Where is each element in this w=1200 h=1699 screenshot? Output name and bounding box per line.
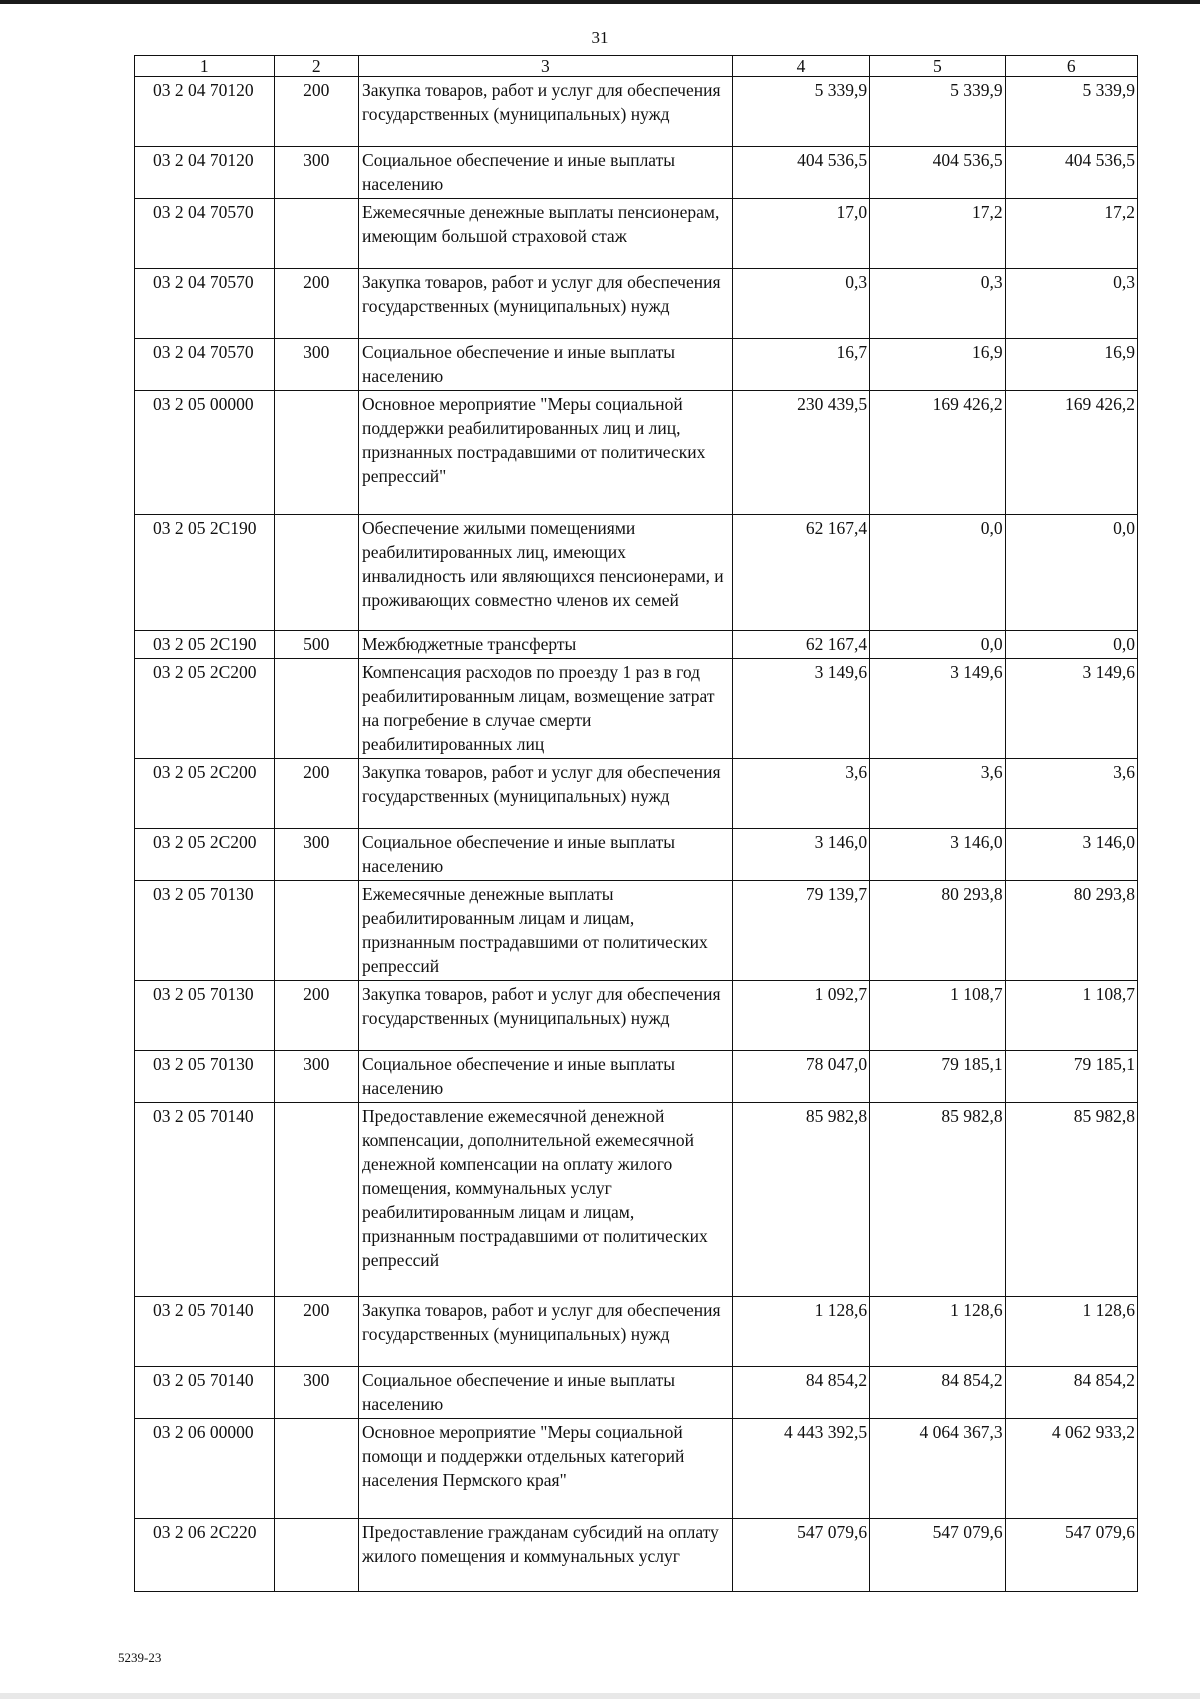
- row-name: Предоставление гражданам субсидий на оплату жилого помещения и коммунальных услуг: [359, 1519, 733, 1592]
- row-code: 03 2 05 2С190: [135, 515, 275, 631]
- row-value-4: 78 047,0: [732, 1051, 869, 1103]
- row-value-6: 547 079,6: [1005, 1519, 1137, 1592]
- row-code: 03 2 05 2С200: [135, 759, 275, 829]
- budget-table: [134, 55, 1138, 1592]
- row-value-5: 16,9: [870, 339, 1005, 391]
- row-name: Предоставление ежемесячной денежной компенсации, дополнительной ежемесячной денежной компенсации на оплату жилого помещения, коммунальных услуг реабилитированным лицам и лицам, признанным пострадавшими от политических репрессий: [359, 1103, 733, 1297]
- row-expense-type: [274, 659, 359, 759]
- document-code: 5239-23: [118, 1650, 162, 1665]
- table-row: [135, 829, 1138, 881]
- row-expense-type: 300: [274, 1367, 359, 1419]
- row-value-4: 17,0: [732, 199, 869, 269]
- row-value-6: 3 146,0: [1005, 829, 1137, 881]
- row-expense-type: 200: [274, 269, 359, 339]
- row-value-4: 0,3: [732, 269, 869, 339]
- row-expense-type: 200: [274, 77, 359, 147]
- table-row: [135, 1297, 1138, 1367]
- row-value-6: 404 536,5: [1005, 147, 1137, 199]
- table-row: [135, 269, 1138, 339]
- row-value-6: 16,9: [1005, 339, 1137, 391]
- row-value-6: 0,0: [1005, 515, 1137, 631]
- row-expense-type: [274, 515, 359, 631]
- row-code: 03 2 05 2С200: [135, 659, 275, 759]
- row-value-6: 3,6: [1005, 759, 1137, 829]
- row-value-4: 547 079,6: [732, 1519, 869, 1592]
- row-code: 03 2 05 70140: [135, 1297, 275, 1367]
- header-col-3: 3: [359, 56, 733, 77]
- row-value-5: 3 146,0: [870, 829, 1005, 881]
- row-code: 03 2 04 70570: [135, 199, 275, 269]
- row-value-4: 4 443 392,5: [732, 1419, 869, 1519]
- row-value-4: 3 146,0: [732, 829, 869, 881]
- table-row: [135, 391, 1138, 515]
- page-number: [0, 28, 1200, 48]
- row-value-4: 3,6: [732, 759, 869, 829]
- row-name: Межбюджетные трансферты: [359, 631, 733, 659]
- table-row: [135, 659, 1138, 759]
- row-value-5: 0,0: [870, 631, 1005, 659]
- row-name: Закупка товаров, работ и услуг для обеспечения государственных (муниципальных) нужд: [359, 1297, 733, 1367]
- row-expense-type: [274, 881, 359, 981]
- table-row: [135, 1367, 1138, 1419]
- table-row: [135, 1419, 1138, 1519]
- row-value-6: 0,0: [1005, 631, 1137, 659]
- table-row: [135, 77, 1138, 147]
- row-code: 03 2 05 2С190: [135, 631, 275, 659]
- row-name: Закупка товаров, работ и услуг для обеспечения государственных (муниципальных) нужд: [359, 77, 733, 147]
- row-value-4: 84 854,2: [732, 1367, 869, 1419]
- row-value-4: 1 128,6: [732, 1297, 869, 1367]
- row-expense-type: 300: [274, 147, 359, 199]
- row-expense-type: 300: [274, 339, 359, 391]
- row-expense-type: 500: [274, 631, 359, 659]
- header-col-2: 2: [274, 56, 359, 77]
- header-col-4: 4: [732, 56, 869, 77]
- row-value-6: 4 062 933,2: [1005, 1419, 1137, 1519]
- row-name: Социальное обеспечение и иные выплаты населению: [359, 147, 733, 199]
- row-code: 03 2 05 70130: [135, 1051, 275, 1103]
- table-row: [135, 631, 1138, 659]
- row-value-6: 17,2: [1005, 199, 1137, 269]
- row-value-5: 1 108,7: [870, 981, 1005, 1051]
- row-value-5: 547 079,6: [870, 1519, 1005, 1592]
- row-expense-type: 200: [274, 981, 359, 1051]
- row-name: Закупка товаров, работ и услуг для обеспечения государственных (муниципальных) нужд: [359, 981, 733, 1051]
- row-name: Основное мероприятие "Меры социальной поддержки реабилитированных лиц и лиц, признанных пострадавшими от политических репрессий": [359, 391, 733, 515]
- row-value-5: 3 149,6: [870, 659, 1005, 759]
- row-value-6: 1 128,6: [1005, 1297, 1137, 1367]
- row-name: Компенсация расходов по проезду 1 раз в год реабилитированным лицам, возмещение затрат на погребение в случае смерти реабилитированных лиц: [359, 659, 733, 759]
- row-value-4: 85 982,8: [732, 1103, 869, 1297]
- row-value-6: 3 149,6: [1005, 659, 1137, 759]
- row-code: 03 2 05 00000: [135, 391, 275, 515]
- row-code: 03 2 05 70140: [135, 1367, 275, 1419]
- row-expense-type: 300: [274, 1051, 359, 1103]
- row-code: 03 2 04 70570: [135, 339, 275, 391]
- row-value-4: 3 149,6: [732, 659, 869, 759]
- row-code: 03 2 04 70120: [135, 77, 275, 147]
- row-value-6: 169 426,2: [1005, 391, 1137, 515]
- page-number-text: 31: [591, 28, 609, 47]
- table-row: [135, 147, 1138, 199]
- row-code: 03 2 04 70120: [135, 147, 275, 199]
- row-code: 03 2 04 70570: [135, 269, 275, 339]
- row-value-5: 4 064 367,3: [870, 1419, 1005, 1519]
- row-value-5: 5 339,9: [870, 77, 1005, 147]
- row-value-4: 79 139,7: [732, 881, 869, 981]
- header-col-6: 6: [1005, 56, 1137, 77]
- table-row: [135, 881, 1138, 981]
- row-name: Ежемесячные денежные выплаты реабилитированным лицам и лицам, признанным пострадавшими от политических репрессий: [359, 881, 733, 981]
- row-value-6: 0,3: [1005, 269, 1137, 339]
- table-row: [135, 981, 1138, 1051]
- table-row: [135, 515, 1138, 631]
- row-value-5: 169 426,2: [870, 391, 1005, 515]
- row-value-4: 62 167,4: [732, 631, 869, 659]
- row-value-6: 80 293,8: [1005, 881, 1137, 981]
- row-value-4: 16,7: [732, 339, 869, 391]
- row-expense-type: [274, 1519, 359, 1592]
- row-value-5: 0,3: [870, 269, 1005, 339]
- table-body: [135, 77, 1138, 1592]
- row-code: 03 2 06 2С220: [135, 1519, 275, 1592]
- row-expense-type: [274, 1419, 359, 1519]
- row-value-4: 404 536,5: [732, 147, 869, 199]
- table-row: [135, 1051, 1138, 1103]
- row-expense-type: [274, 391, 359, 515]
- row-value-5: 17,2: [870, 199, 1005, 269]
- row-name: Обеспечение жилыми помещениями реабилитированных лиц, имеющих инвалидность или являющихся пенсионерами, и проживающих совместно членов их семей: [359, 515, 733, 631]
- row-value-5: 79 185,1: [870, 1051, 1005, 1103]
- row-expense-type: [274, 1103, 359, 1297]
- row-expense-type: 200: [274, 1297, 359, 1367]
- row-value-6: 1 108,7: [1005, 981, 1137, 1051]
- row-expense-type: 300: [274, 829, 359, 881]
- table-row: [135, 759, 1138, 829]
- row-value-5: 3,6: [870, 759, 1005, 829]
- header-col-1: 1: [135, 56, 275, 77]
- table-header-row: [135, 56, 1138, 77]
- row-name: Основное мероприятие "Меры социальной помощи и поддержки отдельных категорий населения Пермского края": [359, 1419, 733, 1519]
- row-name: Социальное обеспечение и иные выплаты населению: [359, 339, 733, 391]
- row-value-6: 5 339,9: [1005, 77, 1137, 147]
- row-value-6: 79 185,1: [1005, 1051, 1137, 1103]
- row-value-4: 230 439,5: [732, 391, 869, 515]
- row-code: 03 2 06 00000: [135, 1419, 275, 1519]
- row-value-5: 404 536,5: [870, 147, 1005, 199]
- row-code: 03 2 05 2С200: [135, 829, 275, 881]
- table-row: [135, 199, 1138, 269]
- row-value-5: 1 128,6: [870, 1297, 1005, 1367]
- header-col-5: 5: [870, 56, 1005, 77]
- row-name: Закупка товаров, работ и услуг для обеспечения государственных (муниципальных) нужд: [359, 759, 733, 829]
- row-value-4: 5 339,9: [732, 77, 869, 147]
- row-value-5: 0,0: [870, 515, 1005, 631]
- row-value-5: 84 854,2: [870, 1367, 1005, 1419]
- row-code: 03 2 05 70130: [135, 881, 275, 981]
- row-value-5: 85 982,8: [870, 1103, 1005, 1297]
- row-value-4: 1 092,7: [732, 981, 869, 1051]
- row-expense-type: 200: [274, 759, 359, 829]
- table-row: [135, 1103, 1138, 1297]
- row-value-5: 80 293,8: [870, 881, 1005, 981]
- row-value-6: 85 982,8: [1005, 1103, 1137, 1297]
- row-name: Ежемесячные денежные выплаты пенсионерам, имеющим большой страховой стаж: [359, 199, 733, 269]
- row-code: 03 2 05 70130: [135, 981, 275, 1051]
- table-row: [135, 1519, 1138, 1592]
- row-value-6: 84 854,2: [1005, 1367, 1137, 1419]
- row-name: Социальное обеспечение и иные выплаты населению: [359, 829, 733, 881]
- row-name: Закупка товаров, работ и услуг для обеспечения государственных (муниципальных) нужд: [359, 269, 733, 339]
- row-code: 03 2 05 70140: [135, 1103, 275, 1297]
- scan-edge-bottom: [0, 1693, 1200, 1699]
- row-name: Социальное обеспечение и иные выплаты населению: [359, 1051, 733, 1103]
- row-name: Социальное обеспечение и иные выплаты населению: [359, 1367, 733, 1419]
- scan-edge-top: [0, 0, 1200, 4]
- table-row: [135, 339, 1138, 391]
- row-expense-type: [274, 199, 359, 269]
- row-value-4: 62 167,4: [732, 515, 869, 631]
